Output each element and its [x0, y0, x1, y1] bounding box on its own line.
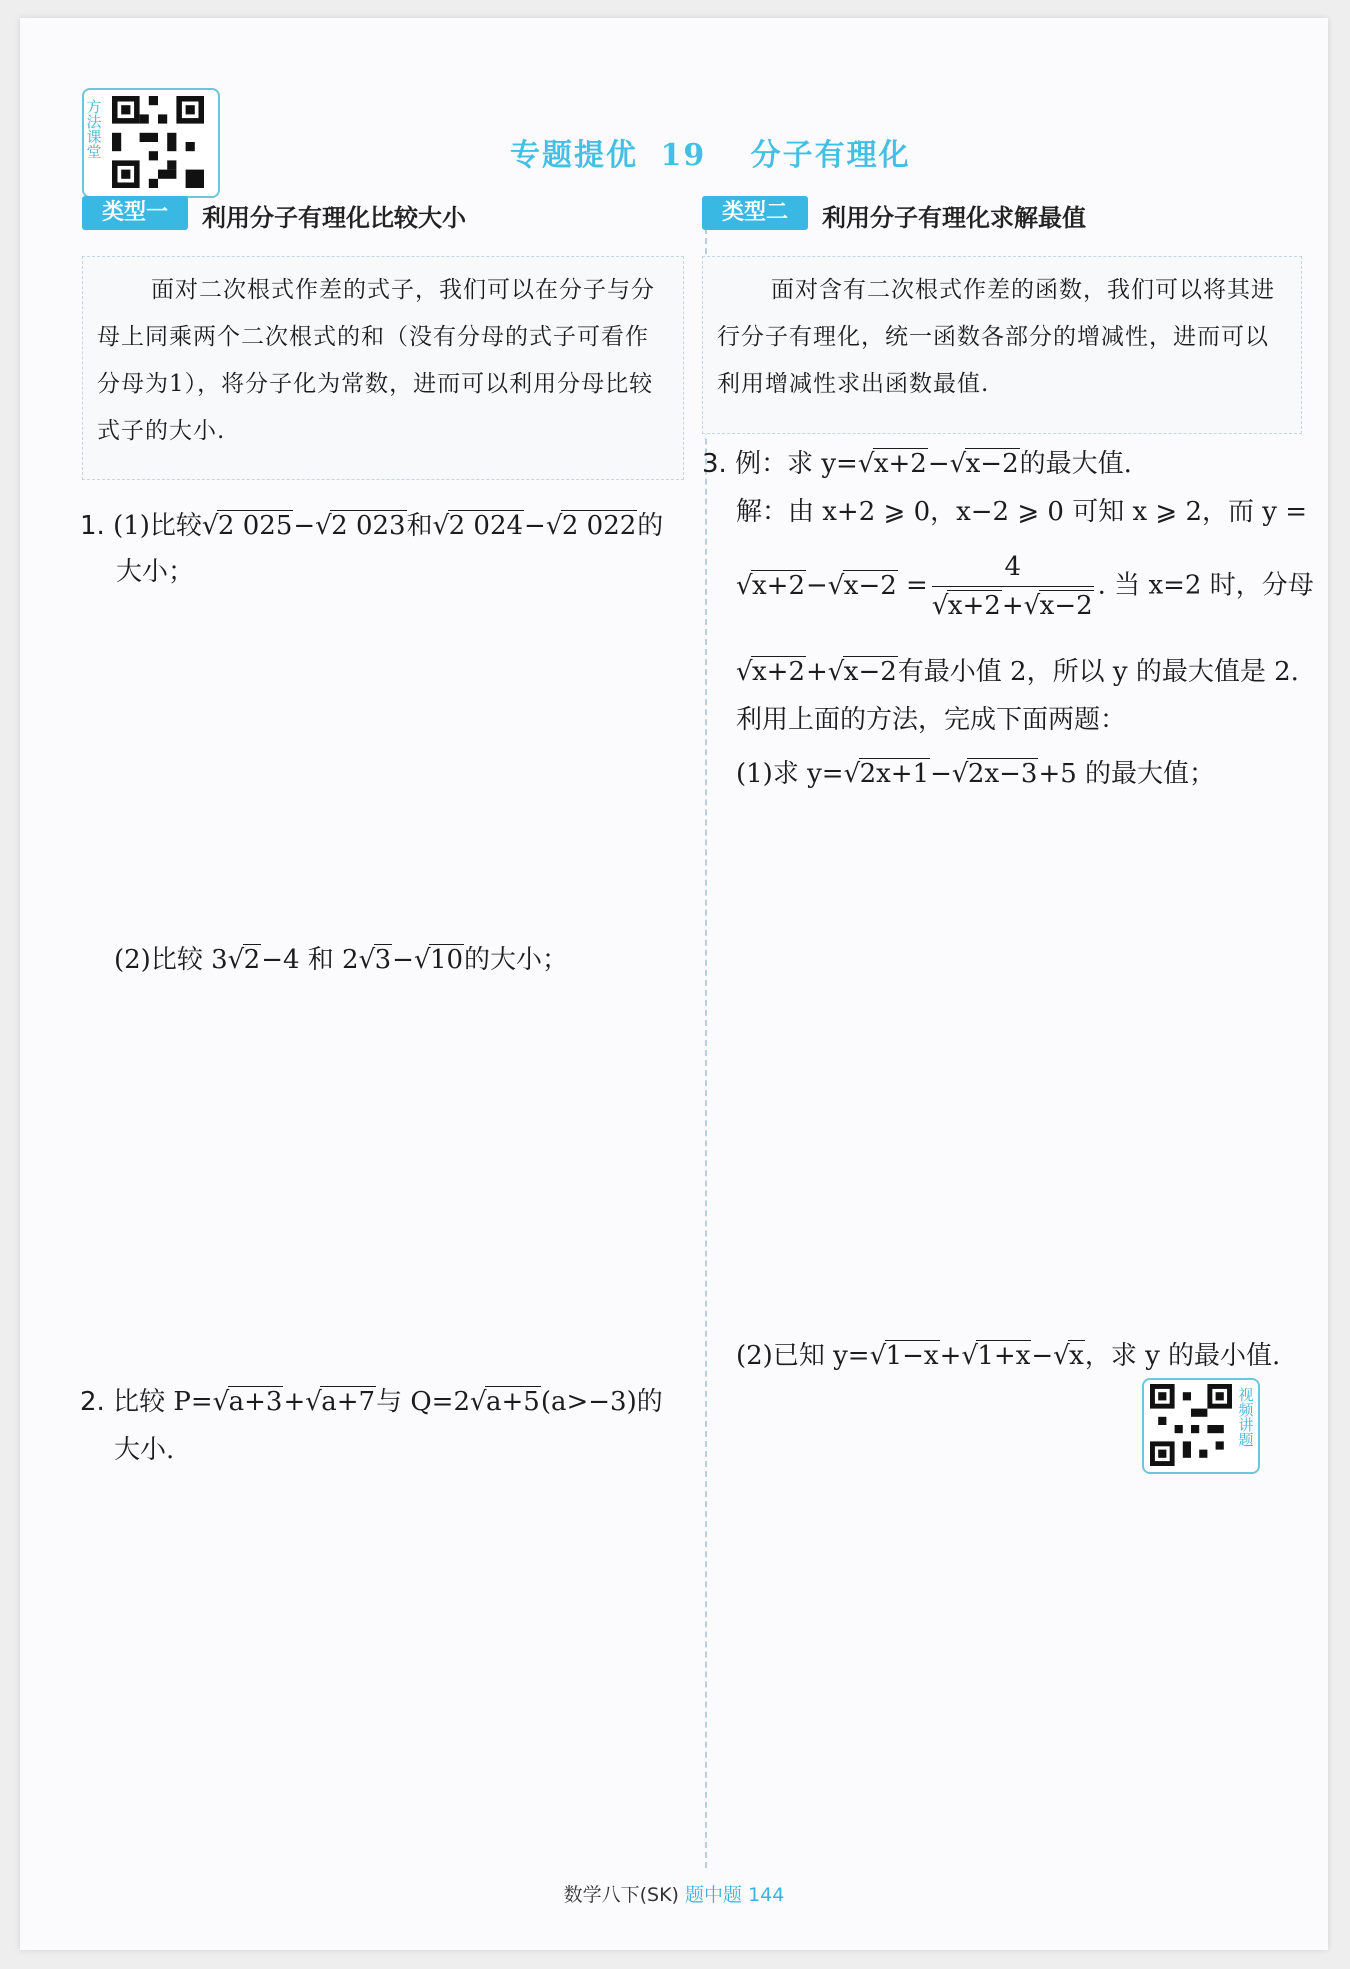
question-3-part-2: (2)已知 y=√ 1−x+√ 1+x−√ x，求 y 的最小值.	[736, 1334, 1280, 1378]
solution-line-2: √ x+2−√ x−2 = 4 √ x+2+√ x−2 . 当 x=2 时，分母	[736, 548, 1314, 625]
sqrt-10: √ 10	[414, 938, 464, 982]
question-3-number: 3.	[702, 449, 727, 479]
q3-a: 例：求 y=	[735, 449, 858, 479]
solution-line-4: 利用上面的方法，完成下面两题：	[736, 705, 1127, 735]
question-1-line-2: 大小；	[116, 557, 195, 587]
type-one-heading: 利用分子有理化比较大小	[202, 204, 466, 232]
type-one-tag: 类型一	[82, 196, 188, 230]
type-two-intro-text: 面对含有二次根式作差的函数，我们可以将其进行分子有理化，统一函数各部分的增减性，进而可以利用增减性求出函数最值.	[717, 277, 1275, 397]
p1-end: +5 的最大值；	[1038, 759, 1216, 789]
footer-book: 数学八下(SK)	[563, 1884, 679, 1906]
sol-l3-end: 有最小值 2，所以 y 的最大值是 2.	[897, 657, 1299, 687]
type-two-tag: 类型二	[702, 196, 808, 230]
sqrt-2025: √ 2 025	[202, 504, 293, 548]
sqrt-2024: √ 2 024	[433, 504, 524, 548]
fraction-denominator: √ x+2+√ x−2	[932, 587, 1094, 625]
solution-line-3: √ x+2+√ x−2有最小值 2，所以 y 的最大值是 2.	[736, 650, 1299, 694]
question-3-part-1: (1)求 y=√ 2x+1−√ 2x−3+5 的最大值；	[736, 752, 1215, 796]
type-one-intro-text: 面对二次根式作差的式子，我们可以在分子与分母上同乘两个二次根式的和（没有分母的式子可看作分母为1），将分子化为常数，进而可以利用分母比较式子的大小.	[97, 277, 655, 444]
type-two-intro	[702, 256, 1302, 434]
sqrt-x-minus-2: √ x−2	[950, 442, 1020, 486]
question-1-part-2: (2)比较 3√ 2−4 和 2√ 3−√ 10的大小；	[114, 938, 568, 982]
sqrt-2: √ 2	[228, 938, 262, 982]
p1-a: (1)求 y=	[736, 759, 844, 789]
page-number: 144	[748, 1884, 785, 1906]
sqrt-x-plus-2: √ x+2	[858, 442, 928, 486]
question-1-line-1: 1. (1)比较√ 2 025−√ 2 023和√ 2 024−√ 2 022的	[80, 504, 663, 548]
q1-end: 的	[637, 511, 664, 541]
video-explain-qr[interactable]	[1142, 1378, 1260, 1474]
q2-cond: (a>−3)的	[540, 1387, 663, 1417]
sqrt-2022: √ 2 022	[546, 504, 637, 548]
solution-fraction	[932, 548, 1094, 625]
q2-a: 比较 P=	[113, 1387, 213, 1417]
page	[20, 18, 1328, 1950]
sqrt-1-minus-x: √ 1−x	[870, 1334, 940, 1378]
fraction-numerator: 4	[932, 548, 1094, 587]
q3-end: 的最大值.	[1019, 449, 1132, 479]
q1-and: 和	[406, 511, 433, 541]
p2-a: (2)已知 y=	[736, 1341, 870, 1371]
q1p2-b: −4 和 2	[261, 945, 359, 975]
sqrt-3: √ 3	[359, 938, 393, 982]
sqrt-2023: √ 2 023	[315, 504, 406, 548]
question-2-number: 2.	[80, 1387, 105, 1417]
sqrt-a-plus-5: √ a+5	[470, 1380, 541, 1424]
sol-l2-end: . 当 x=2 时，分母	[1097, 570, 1314, 601]
sqrt-a-plus-3: √ a+3	[213, 1380, 284, 1424]
p2-end: ，求 y 的最小值.	[1084, 1341, 1281, 1371]
title-main: 分子有理化	[750, 138, 911, 173]
sqrt-x-plus-2-c: √ x+2	[736, 650, 806, 694]
q1p2-end: 的大小；	[464, 945, 569, 975]
solution-line-1: 解：由 x+2 ⩾ 0，x−2 ⩾ 0 可知 x ⩾ 2，而 y =	[736, 497, 1308, 527]
method-class-qr[interactable]	[82, 88, 220, 198]
sqrt-a-plus-7: √ a+7	[305, 1380, 376, 1424]
sqrt-2x-minus-3: √ 2x−3	[952, 752, 1039, 796]
qr-code-icon	[1150, 1384, 1232, 1466]
question-1-number: 1.	[80, 511, 105, 541]
q1p2-a: (2)比较 3	[114, 945, 228, 975]
sqrt-x-minus-2-b: √ x−2	[828, 567, 898, 605]
footer-section: 题中题	[685, 1884, 743, 1906]
sqrt-1-plus-x: √ 1+x	[961, 1334, 1031, 1378]
title-number: 19	[660, 138, 707, 173]
sqrt-x-plus-2-b: √ x+2	[736, 567, 806, 605]
question-2-line-1: 2. 比较 P=√ a+3+√ a+7与 Q=2√ a+5(a>−3)的	[80, 1380, 663, 1424]
sqrt-x-minus-2-c: √ x−2	[828, 650, 898, 694]
qr-code-icon	[108, 96, 208, 188]
q1-text: (1)比较	[113, 511, 202, 541]
sqrt-2x-plus-1: √ 2x+1	[844, 752, 931, 796]
page-footer	[20, 1880, 1328, 1907]
question-3-line-1: 3. 例：求 y=√ x+2−√ x−2的最大值.	[702, 442, 1132, 486]
title-prefix: 专题提优	[510, 138, 638, 173]
question-2-line-2: 大小.	[114, 1435, 175, 1465]
qr-top-label: 方法课堂	[86, 98, 102, 161]
page-title	[510, 130, 911, 174]
type-two-heading: 利用分子有理化求解最值	[822, 204, 1086, 232]
qr-bottom-label: 视频讲题	[1238, 1386, 1254, 1449]
type-one-intro	[82, 256, 684, 480]
sqrt-x: √ x	[1053, 1334, 1085, 1378]
q2-mid: 与 Q=2	[376, 1387, 470, 1417]
